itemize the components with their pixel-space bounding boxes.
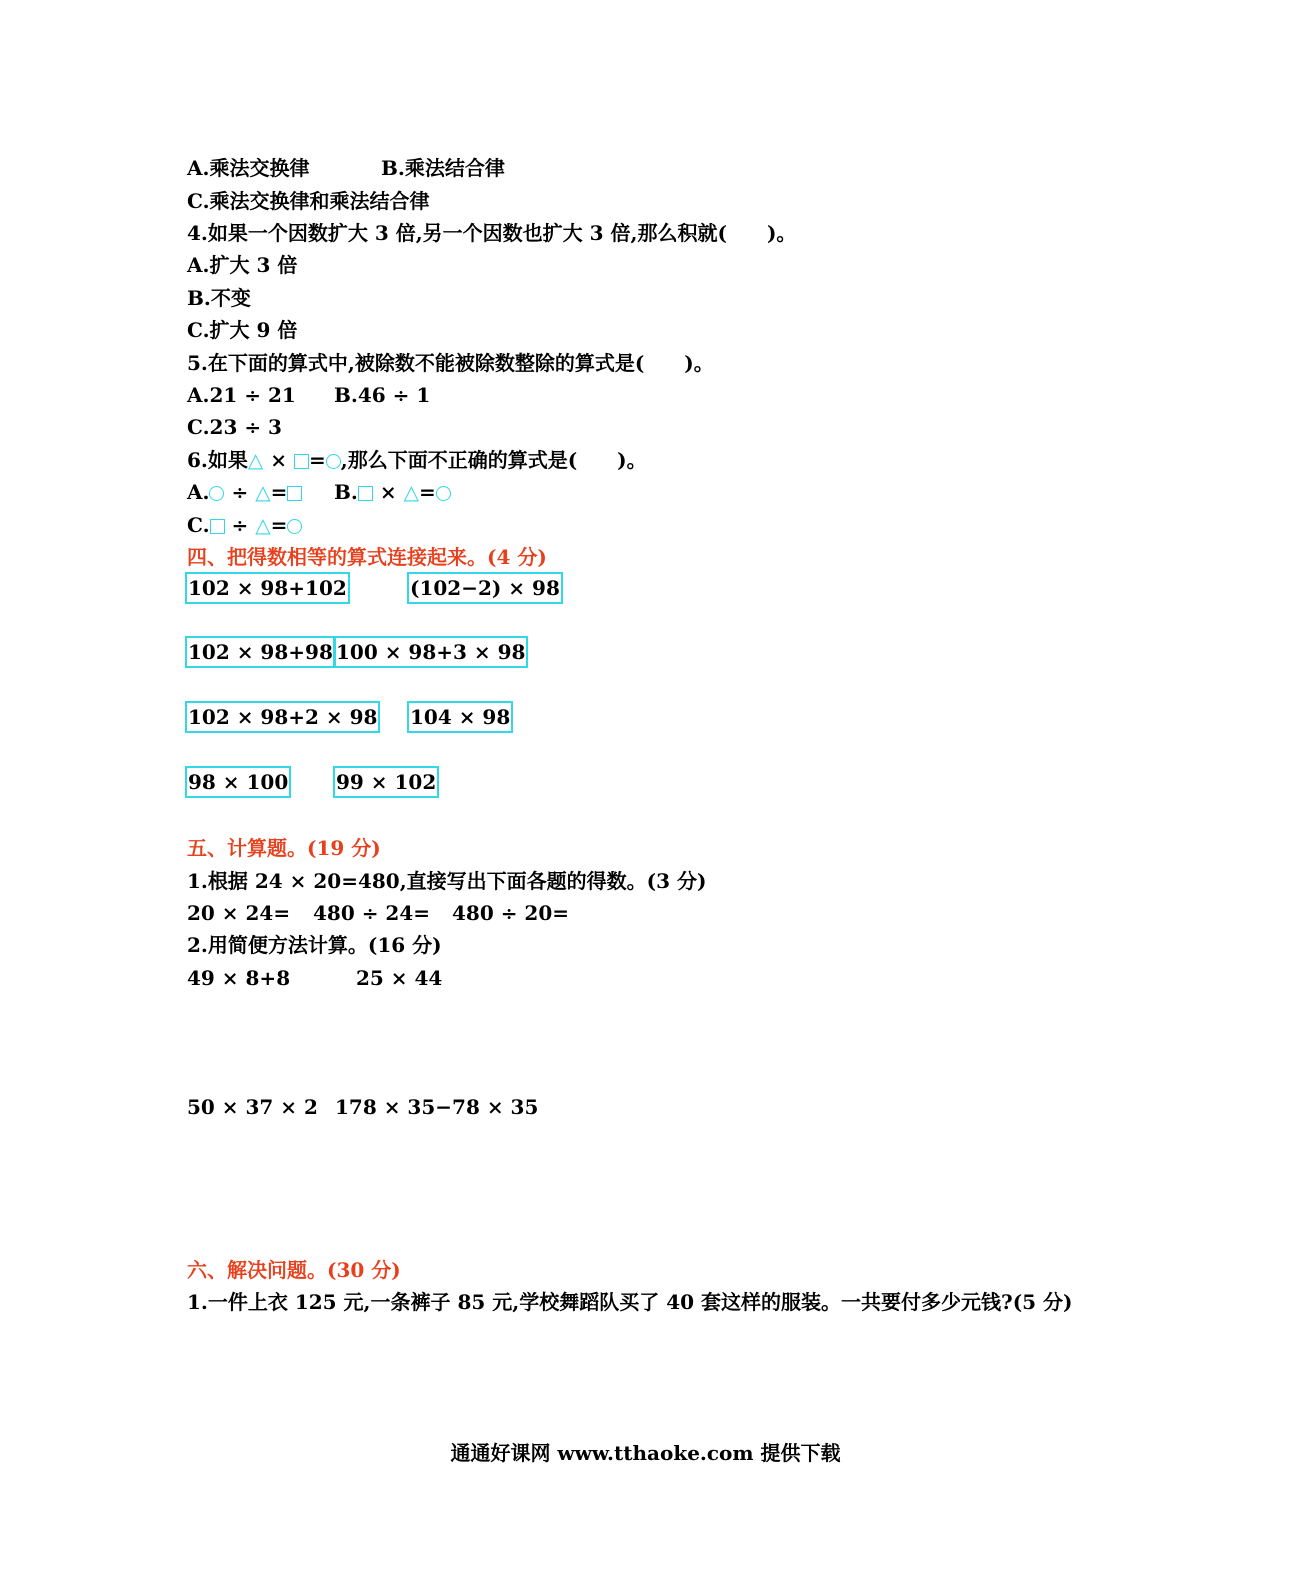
circle-icon: [209, 486, 224, 501]
section5-q2-stem: 2.用简便方法计算。(16 分): [187, 933, 442, 957]
divide-sign: ÷: [231, 480, 249, 504]
square-icon: [210, 519, 225, 534]
equals-sign: =: [270, 513, 288, 537]
q5-option-a: A.21 ÷ 21: [187, 383, 296, 407]
section4-title: 四、把得数相等的算式连接起来。(4 分): [187, 545, 547, 569]
q4-option-a: A.扩大 3 倍: [187, 253, 298, 277]
expression-box[interactable]: 98 × 100: [185, 766, 291, 798]
calc-item: 480 ÷ 20=: [452, 901, 570, 925]
q6-option-c: [187, 512, 302, 538]
expression-box[interactable]: 102 × 98+98: [185, 636, 336, 668]
circle-icon: [287, 519, 302, 534]
q3-option-a: A.乘法交换律: [187, 156, 310, 180]
equals-sign: =: [418, 480, 436, 504]
section5-title: 五、计算题。(19 分): [187, 836, 381, 860]
option-label: A.: [187, 480, 210, 504]
calc-item: 178 × 35−78 × 35: [335, 1095, 539, 1119]
times-sign: ×: [379, 480, 397, 504]
circle-icon: [326, 454, 341, 469]
calc-item: 50 × 37 × 2: [187, 1095, 318, 1119]
section5-q1-stem: 1.根据 24 × 20=480,直接写出下面各题的得数。(3 分): [187, 869, 707, 893]
square-icon: [294, 454, 309, 469]
expression-box[interactable]: 104 × 98: [407, 701, 513, 733]
q4-option-c: C.扩大 9 倍: [187, 318, 298, 342]
expression-box[interactable]: 100 × 98+3 × 98: [333, 636, 528, 668]
divide-sign: ÷: [231, 513, 249, 537]
triangle-icon: △: [247, 448, 264, 472]
section6-q1: 1.一件上衣 125 元,一条裤子 85 元,学校舞蹈队买了 40 套这样的服装。一共要付多少元钱?(5 分): [187, 1290, 1073, 1314]
circle-icon: [436, 486, 451, 501]
triangle-icon: △: [403, 480, 419, 504]
q5-option-b: B.46 ÷ 1: [334, 383, 431, 407]
q6-option-a: [187, 479, 302, 505]
q3-option-c: C.乘法交换律和乘法结合律: [187, 189, 430, 213]
q3-option-b: B.乘法结合律: [381, 156, 505, 180]
triangle-icon: △: [255, 513, 271, 537]
section6-title: 六、解决问题。(30 分): [187, 1258, 401, 1282]
expression-box[interactable]: 99 × 102: [333, 766, 439, 798]
equals-sign: =: [270, 480, 288, 504]
equals-sign: =: [308, 448, 326, 472]
option-label: C.: [187, 513, 210, 537]
q5-option-c: C.23 ÷ 3: [187, 415, 282, 439]
calc-item: 25 × 44: [356, 966, 443, 990]
q4-option-b: B.不变: [187, 286, 251, 310]
expression-box[interactable]: 102 × 98+102: [185, 572, 350, 604]
expression-box[interactable]: 102 × 98+2 × 98: [185, 701, 380, 733]
calc-item: 20 × 24=: [187, 901, 291, 925]
calc-item: 49 × 8+8: [187, 966, 291, 990]
q6-option-b: [334, 479, 451, 505]
times-sign: ×: [270, 448, 288, 472]
expression-box[interactable]: (102−2) × 98: [407, 572, 563, 604]
q6-prefix: 6.如果: [187, 448, 248, 472]
calc-item: 480 ÷ 24=: [313, 901, 431, 925]
q6-suffix: ,那么下面不正确的算式是( )。: [340, 448, 647, 472]
q4-stem: 4.如果一个因数扩大 3 倍,另一个因数也扩大 3 倍,那么积就( )。: [187, 221, 797, 245]
square-icon: [287, 486, 302, 501]
option-label: B.: [334, 480, 358, 504]
q6-stem: [187, 447, 647, 473]
page-footer: 通通好课网 www.tthaoke.com 提供下载: [450, 1441, 841, 1465]
square-icon: [358, 486, 373, 501]
q5-stem: 5.在下面的算式中,被除数不能被除数整除的算式是( )。: [187, 351, 714, 375]
triangle-icon: △: [255, 480, 271, 504]
